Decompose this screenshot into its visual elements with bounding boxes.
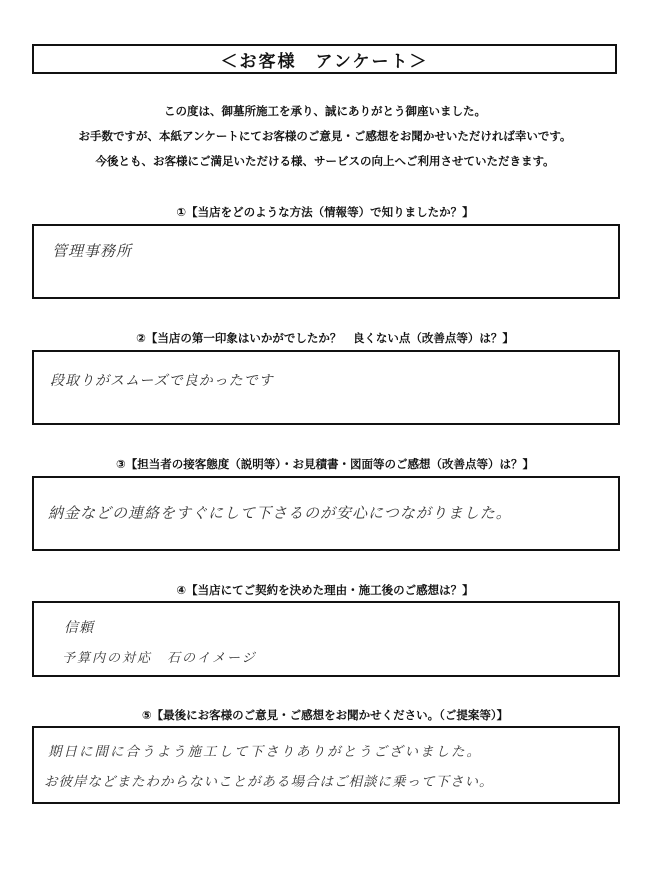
question-2-answer-line-1: 段取りがスムーズで良かったです [50,373,274,389]
question-4-answer-line-1: 信頼 [64,620,94,636]
intro-line-2: お手数ですが、本紙アンケートにてお客様のご意見・ご感想をお聞かせいただければ幸いです。 [78,129,572,143]
question-4-answer-box [32,601,620,677]
question-4-label: ④【当店にてご契約を決めた理由・施工後のご感想は？】 [176,583,474,597]
intro-line-3: 今後とも、お客様にご満足いただける様、サービスの向上へご利用させていただきます。 [95,154,555,168]
question-2-answer-box [32,350,620,425]
question-5-answer-line-1: 期日に間に合うよう施工して下さりありがとうございました。 [48,744,482,760]
question-3-answer-line-1: 納金などの連絡をすぐにして下さるのが安心につながりました。 [48,504,512,522]
survey-title: ＜お客様 アンケート＞ [32,44,617,74]
question-1-answer-line-1: 管理事務所 [52,242,133,260]
question-3-label: ③【担当者の接客態度（説明等）・お見積書・図面等のご感想（改善点等）は？】 [116,457,534,471]
question-1-answer-box [32,224,620,299]
question-1-label: ①【当店をどのような方法（情報等）で知りましたか？】 [176,205,474,219]
question-5-answer-box [32,726,620,804]
intro-line-1: この度は、御墓所施工を承り、誠にありがとう御座いました。 [164,104,486,118]
question-2-label: ②【当店の第一印象はいかがでしたか？ 良くない点（改善点等）は？】 [136,331,514,345]
question-5-label: ⑤【最後にお客様のご意見・ご感想をお聞かせください。（ご提案等）】 [141,708,509,722]
question-4-answer-line-2: 予算内の対応 石のイメージ [62,651,257,666]
question-3-answer-box [32,476,620,551]
question-5-answer-line-2: お彼岸などまたわからないことがある場合はご相談に乗って下さい。 [44,774,494,790]
